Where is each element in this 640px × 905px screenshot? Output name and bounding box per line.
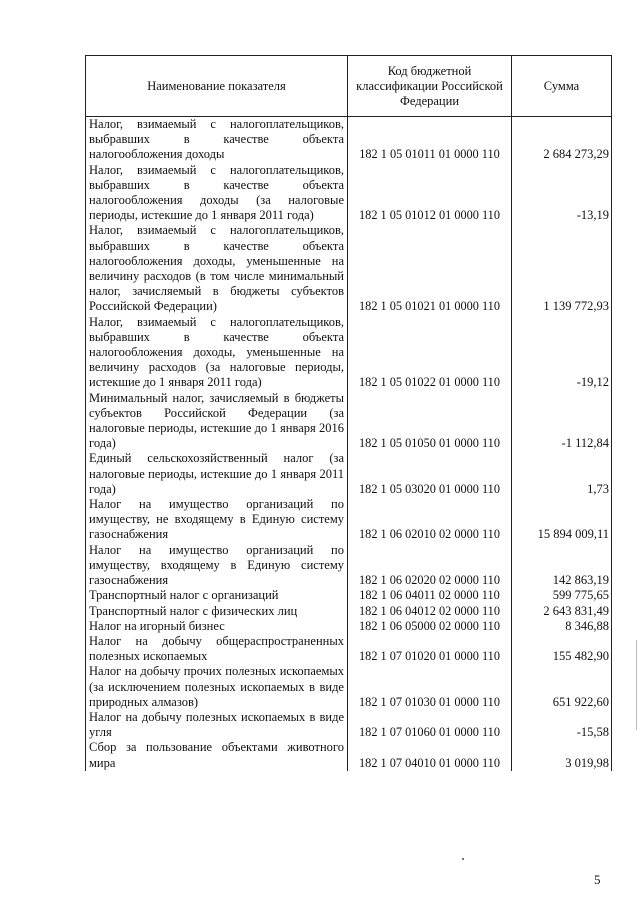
row-name: Налог, взимаемый с налогоплательщиков, выбравших в качестве объекта налогообложения доходы bbox=[86, 117, 348, 163]
row-code: 182 1 07 01030 01 0000 110 bbox=[348, 664, 512, 710]
row-code: 182 1 06 04012 02 0000 110 bbox=[348, 604, 512, 619]
row-name: Налог, взимаемый с налогоплательщиков, выбравших в качестве объекта налогообложения доходы, уменьшенные на величину расходов (за налоговые периоды, истекшие до 1 января 2011 года) bbox=[86, 315, 348, 391]
row-code: 182 1 05 01050 01 0000 110 bbox=[348, 391, 512, 452]
row-code: 182 1 06 02010 02 0000 110 bbox=[348, 497, 512, 543]
header-indicator-name: Наименование показателя bbox=[86, 56, 348, 117]
row-sum: 3 019,98 bbox=[512, 740, 612, 770]
header-budget-code: Код бюджетной классификации Российской Федерации bbox=[348, 56, 512, 117]
table-row bbox=[86, 588, 612, 603]
scan-speck bbox=[462, 858, 464, 860]
row-sum: -15,58 bbox=[512, 710, 612, 740]
table-row bbox=[86, 604, 612, 619]
row-name: Налог на добычу полезных ископаемых в виде угля bbox=[86, 710, 348, 740]
row-sum: 15 894 009,11 bbox=[512, 497, 612, 543]
row-code: 182 1 05 01021 01 0000 110 bbox=[348, 223, 512, 314]
table-row bbox=[86, 223, 612, 314]
row-name: Налог на добычу прочих полезных ископаемых (за исключением полезных ископаемых в виде природных алмазов) bbox=[86, 664, 348, 710]
row-sum: -13,19 bbox=[512, 163, 612, 224]
row-code: 182 1 05 01011 01 0000 110 bbox=[348, 117, 512, 163]
budget-revenue-table bbox=[85, 55, 612, 771]
row-name: Налог на имущество организаций по имуществу, не входящему в Единую систему газоснабжения bbox=[86, 497, 348, 543]
table-row bbox=[86, 543, 612, 589]
table-row bbox=[86, 740, 612, 770]
row-sum: 142 863,19 bbox=[512, 543, 612, 589]
row-name: Налог, взимаемый с налогоплательщиков, выбравших в качестве объекта налогообложения доходы (за налоговые периоды, истекшие до 1 января 2011 года) bbox=[86, 163, 348, 224]
row-name: Налог на добычу общераспространенных полезных ископаемых bbox=[86, 634, 348, 664]
row-name: Налог на игорный бизнес bbox=[86, 619, 348, 634]
table-row bbox=[86, 619, 612, 634]
table-row bbox=[86, 315, 612, 391]
page-number: 5 bbox=[594, 872, 601, 887]
row-sum: 1 139 772,93 bbox=[512, 223, 612, 314]
scan-edge-line bbox=[636, 640, 637, 730]
table-row bbox=[86, 634, 612, 664]
header-sum: Сумма bbox=[512, 56, 612, 117]
table-row bbox=[86, 710, 612, 740]
row-sum: -1 112,84 bbox=[512, 391, 612, 452]
table-row bbox=[86, 391, 612, 452]
row-sum: 155 482,90 bbox=[512, 634, 612, 664]
row-code: 182 1 05 01012 01 0000 110 bbox=[348, 163, 512, 224]
row-sum: 2 643 831,49 bbox=[512, 604, 612, 619]
table-row bbox=[86, 117, 612, 163]
table-row bbox=[86, 664, 612, 710]
row-sum: 599 775,65 bbox=[512, 588, 612, 603]
table-row bbox=[86, 163, 612, 224]
row-name: Транспортный налог с физических лиц bbox=[86, 604, 348, 619]
row-code: 182 1 07 01060 01 0000 110 bbox=[348, 710, 512, 740]
row-code: 182 1 05 03020 01 0000 110 bbox=[348, 451, 512, 497]
row-name: Минимальный налог, зачисляемый в бюджеты субъектов Российской Федерации (за налоговые периоды, истекшие до 1 января 2016 года) bbox=[86, 391, 348, 452]
row-name: Транспортный налог с организаций bbox=[86, 588, 348, 603]
row-name: Налог, взимаемый с налогоплательщиков, выбравших в качестве объекта налогообложения доходы, уменьшенные на величину расходов (в том числе минимальный налог, зачисляемый в бюджеты субъектов Российской Федерации) bbox=[86, 223, 348, 314]
table-row bbox=[86, 451, 612, 497]
row-sum: 651 922,60 bbox=[512, 664, 612, 710]
row-sum: -19,12 bbox=[512, 315, 612, 391]
row-code: 182 1 07 01020 01 0000 110 bbox=[348, 634, 512, 664]
row-sum: 1,73 bbox=[512, 451, 612, 497]
row-code: 182 1 06 04011 02 0000 110 bbox=[348, 588, 512, 603]
row-code: 182 1 05 01022 01 0000 110 bbox=[348, 315, 512, 391]
row-code: 182 1 07 04010 01 0000 110 bbox=[348, 740, 512, 770]
table-row bbox=[86, 497, 612, 543]
row-name: Налог на имущество организаций по имуществу, входящему в Единую систему газоснабжения bbox=[86, 543, 348, 589]
row-sum: 2 684 273,29 bbox=[512, 117, 612, 163]
row-code: 182 1 06 05000 02 0000 110 bbox=[348, 619, 512, 634]
row-name: Единый сельскохозяйственный налог (за налоговые периоды, истекшие до 1 января 2011 года) bbox=[86, 451, 348, 497]
row-sum: 8 346,88 bbox=[512, 619, 612, 634]
table-header-row bbox=[86, 56, 612, 117]
row-code: 182 1 06 02020 02 0000 110 bbox=[348, 543, 512, 589]
row-name: Сбор за пользование объектами животного мира bbox=[86, 740, 348, 770]
